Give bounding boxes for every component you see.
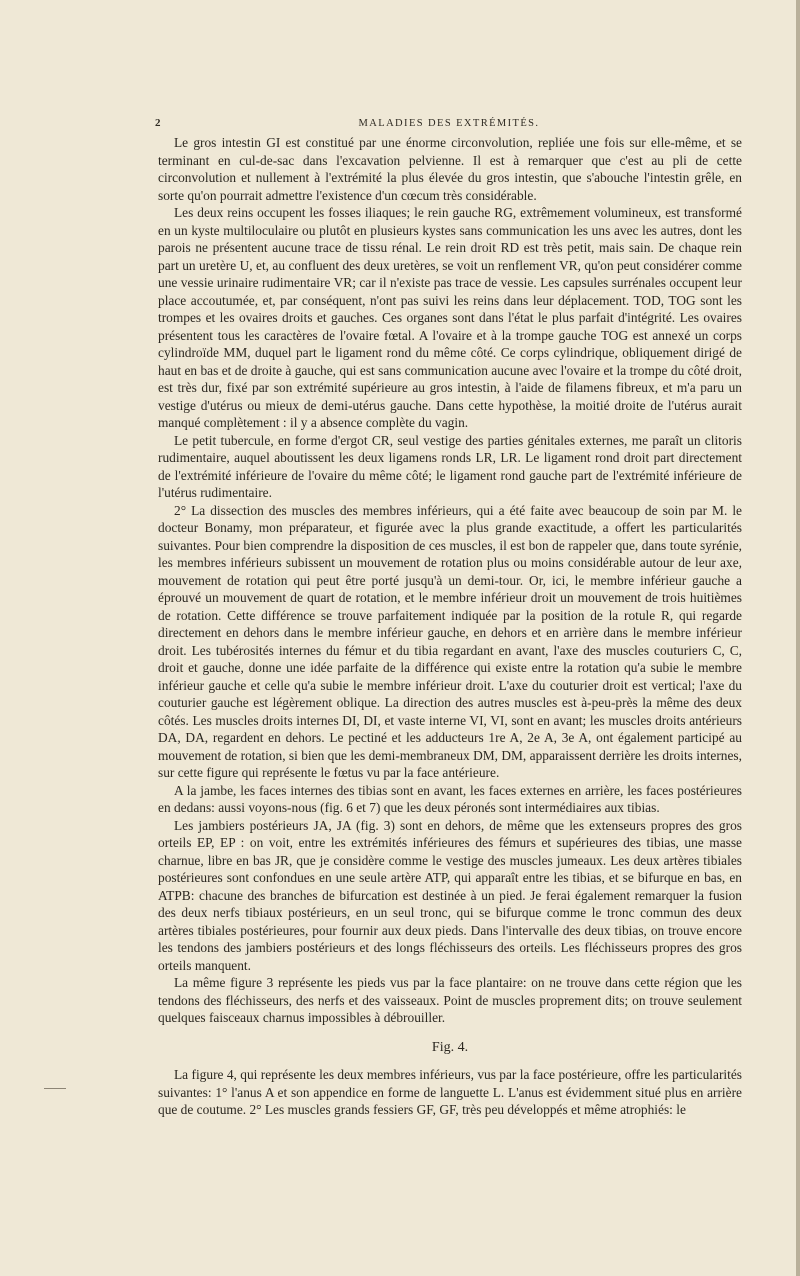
paragraph: 2° La dissection des muscles des membres inférieurs, qui a été faite avec beaucoup de soin par M. le docteur Bonamy, mon préparateur, et figurée avec la plus grande exactitude, a offert les particularités suivantes. Pour bien comprendre la disposition de ces muscles, il est bon de rappeler que, dans toute syrénie, les membres inférieurs subissent un mouvement de rotation plus ou moins considérable autour de leur axe, mouvement de rotation qui peut être porté jusqu'à un demi-tour. Or, ici, le membre inférieur gauche a éprouvé un mouvement de quart de rotation, et le membre inférieur droit un mouvement de trois huitièmes de rotation. Cette différence se trouve parfaitement indiquée par la position de la rotule R, qui regarde directement en dehors dans le membre inférieur gauche, en dehors et en arrière dans le membre inférieur droit. Les tubérosités internes du fémur et du tibia regardant en avant, l'axe des muscles couturiers C, C, droit et gauche, donne une idée parfaite de la différence qui existe entre la rotation qu'a subie le membre inférieur gauche et celle qu'a subie le membre inférieur droit. L'axe du couturier droit est vertical; l'axe du couturier gauche est légèrement oblique. La direction des autres muscles est à-peu-près la même des deux côtés. Les muscles droits internes DI, DI, et vaste interne VI, VI, sont en avant; les muscles droits antérieurs DA, DA, regardent en dehors. Le pectiné et les adducteurs 1re A, 2e A, 3e A, ont également participé au mouvement de rotation, si bien que les demi-membraneux DM, DM, apparaissent derrière les droits internes, sur cette figure qui représente le fœtus vu par la face antérieure.	[158, 502, 742, 780]
paragraph: Les jambiers postérieurs JA, JA (fig. 3) sont en dehors, de même que les extenseurs propres des gros orteils EP, EP : on voit, entre les extrémités inférieures des fémurs et supérieures des tibias, une masse charnue, libre en bas JR, que je considère comme le vestige des muscles jumeaux. Les deux artères tibiales postérieures sont confondues en une seule artère ATP, qui apparaît entre les tibias, et se bifurque en bas, en ATPB: chacune des branches de bifurcation est destinée à un pied. Je ferai également remarquer la fusion des deux nerfs tibiaux postérieurs, en un seul tronc, qui se bifurque comme le tronc commun des deux artères tibiales postérieures, pour fournir aux deux pieds. Dans l'intervalle des deux tibias, on trouve encore les tendons des jambiers postérieurs et des longs fléchisseurs des orteils. Les fléchisseurs propres des gros orteils manquent.	[158, 817, 742, 973]
paragraph: Le petit tubercule, en forme d'ergot CR, seul vestige des parties génitales externes, me paraît un clitoris rudimentaire, auquel aboutissent les deux ligamens ronds LR, LR. Le ligament rond droit part directement de l'extrémité inférieure de l'ovaire du même côté; le ligament rond gauche part de l'extrémité inférieure de l'utérus rudimentaire.	[158, 432, 742, 500]
page-number: 2	[155, 117, 161, 129]
closing-paragraph: La figure 4, qui représente les deux membres inférieurs, vus par la face postérieure, offre les particularités suivantes: 1° l'anus A et son appendice en forme de languette L. L'anus est évidemment situé plus en arrière que de coutume. 2° Les muscles grands fessiers GF, GF, très peu développés et même atrophiés: le	[158, 1067, 742, 1117]
page-edge	[796, 0, 800, 1276]
text-body	[158, 134, 742, 1119]
page-header	[155, 117, 743, 133]
paragraph: Le gros intestin GI est constitué par une énorme circonvolution, repliée une fois sur elle-même, et se terminant en cul-de-sac dans l'excavation pelvienne. Il est à remarquer que c'est au pli de cette circonvolution et nullement à l'extrémité la plus élevée du gros intestin, que s'abouche l'intestin grêle, en sorte qu'on pourrait admettre l'existence d'un cœcum très considérable.	[158, 135, 742, 203]
paragraph: A la jambe, les faces internes des tibias sont en avant, les faces externes en arrière, les faces postérieures en dedans: aussi voyons-nous (fig. 6 et 7) que les deux péronés sont intermédiaires aux tibias.	[158, 782, 742, 815]
margin-mark	[44, 1088, 66, 1089]
paragraph: La même figure 3 représente les pieds vus par la face plantaire: on ne trouve dans cette région que les tendons des fléchisseurs, des nerfs et des vaisseaux. Point de muscles proprement dits; on trouve seulement quelques faisceaux charnus impossibles à débrouiller.	[158, 975, 742, 1025]
figure-label: Fig. 4.	[431, 1039, 469, 1055]
paragraph: Les deux reins occupent les fosses iliaques; le rein gauche RG, extrêmement volumineux, est transformé en un kyste multiloculaire ou plutôt en plusieurs kystes sans communication les uns avec les autres, dont les parois ne présentent aucune trace de tissu rénal. Le rein droit RD est très petit, mais sain. De chaque rein part un uretère U, et, au confluent des deux uretères, se voit un renflement VR, qu'on peut considérer comme une vessie urinaire rudimentaire VR; car il n'existe pas trace de vessie. Les capsules surrénales occupent leur place accoutumée, et, par conséquent, n'ont pas suivi les reins dans leur déplacement. TOD, TOG sont les trompes et les ovaires droits et gauches. Ces organes sont dans l'état le plus parfait d'intégrité. Les ovaires présentent tous les caractères de l'ovaire fœtal. A l'ovaire et à la trompe gauche TOG est annexé un corps cylindroïde MM, duquel part le ligament rond du même côté. Ce corps cylindrique, obliquement dirigé de haut en bas et de droite à gauche, qui est sans communication aucune avec l'ovaire et la trompe du côté droit, est très dur, fixé par son extrémité supérieure au gros intestin, à l'aide de filamens fibreux, et m'a paru un vestige d'utérus ou mieux de demi-utérus gauche. Dans cette hypothèse, la moitié droite de l'utérus aurait manqué complètement : il y a absence complète du vagin.	[158, 205, 742, 430]
running-title: MALADIES DES EXTRÉMITÉS.	[358, 118, 540, 129]
